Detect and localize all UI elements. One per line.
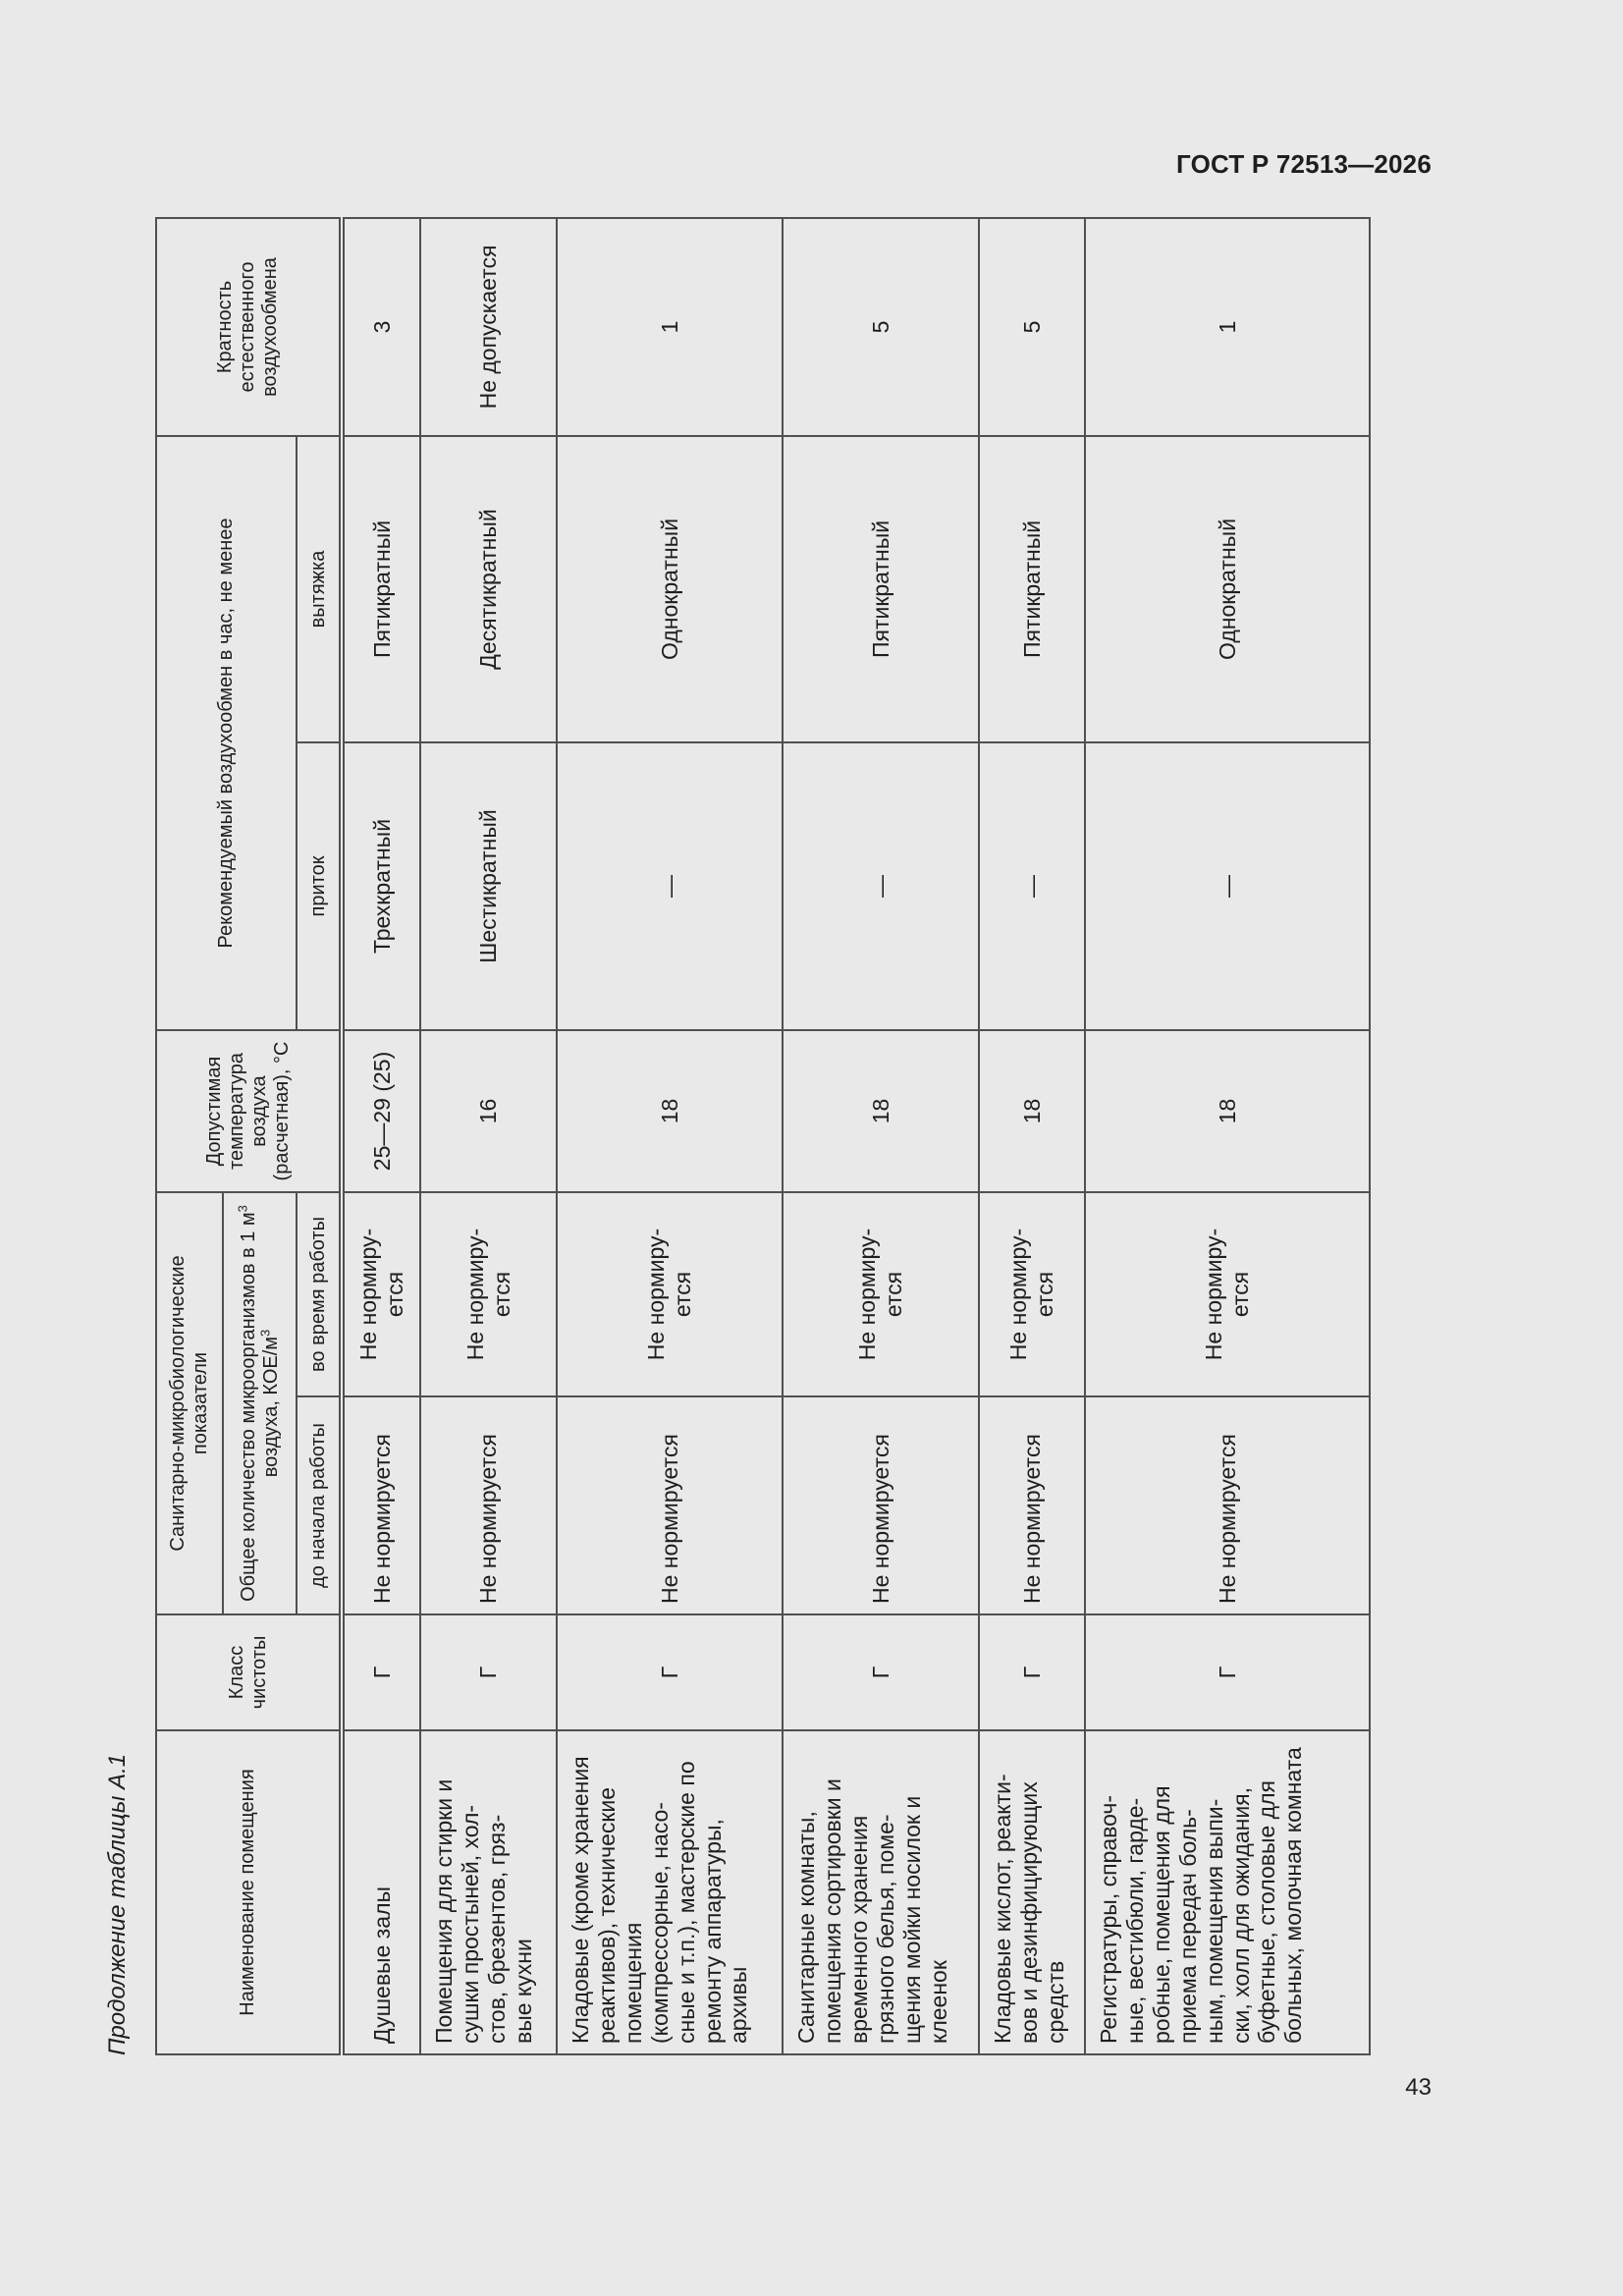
cell-before-work: Не нормируется — [557, 1396, 783, 1614]
cell-temperature: 16 — [420, 1030, 557, 1192]
ventilation-table — [155, 217, 1371, 2055]
cell-before-work: Не нормируется — [342, 1396, 420, 1614]
cell-exhaust: Пятикратный — [979, 436, 1085, 742]
cell-room-name: Помещения для стирки и сушки простыней, хол- стов, брезентов, гряз- вые кухни — [420, 1730, 557, 2054]
header-name: Наименование помещения — [156, 1730, 342, 2054]
cell-room-name: Душевые залы — [342, 1730, 420, 2054]
cell-exhaust: Пятикратный — [342, 436, 420, 742]
cell-class: Г — [1085, 1614, 1370, 1730]
cell-class: Г — [342, 1614, 420, 1730]
cell-class: Г — [557, 1614, 783, 1730]
header-microbes-pre: Общее количество микроорганизмов в 1 м — [237, 1212, 259, 1602]
cell-natural: 5 — [783, 218, 979, 436]
header-airflow-group: Рекомендуемый воздухообмен в час, не менее — [156, 436, 297, 1030]
cell-natural: 3 — [342, 218, 420, 436]
cell-class: Г — [783, 1614, 979, 1730]
cell-before-work: Не нормируется — [1085, 1396, 1370, 1614]
table-caption: Продолжение таблицы А.1 — [104, 1753, 131, 2055]
table-row — [1085, 218, 1370, 2054]
cell-inflow: — — [1085, 742, 1370, 1030]
cell-exhaust: Пятикратный — [783, 436, 979, 742]
cell-exhaust: Однократный — [1085, 436, 1370, 742]
document-standard-header: ГОСТ Р 72513—2026 — [1176, 149, 1432, 179]
cell-during-work: Не нормиру- ется — [979, 1192, 1085, 1396]
superscript-3: 3 — [234, 1205, 249, 1213]
header-exhaust: вытяжка — [297, 436, 342, 742]
cell-exhaust: Однократный — [557, 436, 783, 742]
cell-before-work: Не нормируется — [420, 1396, 557, 1614]
rotated-table-frame — [104, 219, 1373, 2055]
cell-room-name: Санитарные комнаты, помещения сортировки и временного хранения грязного белья, поме- щения мойки носилок и клеенок — [783, 1730, 979, 2054]
header-class: Класс чистоты — [156, 1614, 342, 1730]
cell-inflow: — — [783, 742, 979, 1030]
cell-temperature: 18 — [557, 1030, 783, 1192]
header-temperature: Допустимая температура воздуха (расчетная), °С — [156, 1030, 342, 1192]
cell-during-work: Не нормиру- ется — [420, 1192, 557, 1396]
cell-temperature: 18 — [783, 1030, 979, 1192]
header-microbes-mid: воздуха, КОЕ/м — [259, 1336, 282, 1478]
cell-inflow: Шестикратный — [420, 742, 557, 1030]
page-number: 43 — [1405, 2074, 1432, 2101]
cell-before-work: Не нормируется — [783, 1396, 979, 1614]
cell-temperature: 18 — [1085, 1030, 1370, 1192]
cell-natural: Не допускается — [420, 218, 557, 436]
cell-natural: 1 — [557, 218, 783, 436]
cell-before-work: Не нормируется — [979, 1396, 1085, 1614]
cell-natural: 5 — [979, 218, 1085, 436]
superscript-3: 3 — [256, 1329, 272, 1337]
table-row — [783, 218, 979, 2054]
cell-exhaust: Десятикратный — [420, 436, 557, 742]
cell-inflow: Трехкратный — [342, 742, 420, 1030]
cell-room-name: Кладовые (кроме хранения реактивов), технические помещения (компрессорные, насо- сные и т.п.), мастерские по ремонту аппаратуры, архивы — [557, 1730, 783, 2054]
cell-class: Г — [420, 1614, 557, 1730]
header-microbes — [223, 1192, 297, 1614]
header-before: до начала работы — [297, 1396, 342, 1614]
cell-temperature: 18 — [979, 1030, 1085, 1192]
table-row — [979, 218, 1085, 2054]
header-sanitary-group: Санитарно-микробиологические показатели — [156, 1192, 223, 1614]
cell-during-work: Не нормиру- ется — [342, 1192, 420, 1396]
cell-room-name: Кладовые кислот, реакти- вов и дезинфицирующих средств — [979, 1730, 1085, 2054]
header-during: во время работы — [297, 1192, 342, 1396]
table-row — [420, 218, 557, 2054]
cell-during-work: Не нормиру- ется — [783, 1192, 979, 1396]
cell-temperature: 25—29 (25) — [342, 1030, 420, 1192]
cell-natural: 1 — [1085, 218, 1370, 436]
header-inflow: приток — [297, 742, 342, 1030]
cell-class: Г — [979, 1614, 1085, 1730]
table-row — [342, 218, 420, 2054]
header-natural: Кратность естественного воздухообмена — [156, 218, 342, 436]
cell-room-name: Регистратуры, справоч- ные, вестибюли, гарде- робные, помещения для приема передач боль- ным, помещения выпи- ски, холл для ожидания, буфетные, столовые для больных, молочная комната — [1085, 1730, 1370, 2054]
table-row — [557, 218, 783, 2054]
cell-inflow: — — [557, 742, 783, 1030]
cell-during-work: Не нормиру- ется — [1085, 1192, 1370, 1396]
cell-inflow: — — [979, 742, 1085, 1030]
cell-during-work: Не нормиру- ется — [557, 1192, 783, 1396]
